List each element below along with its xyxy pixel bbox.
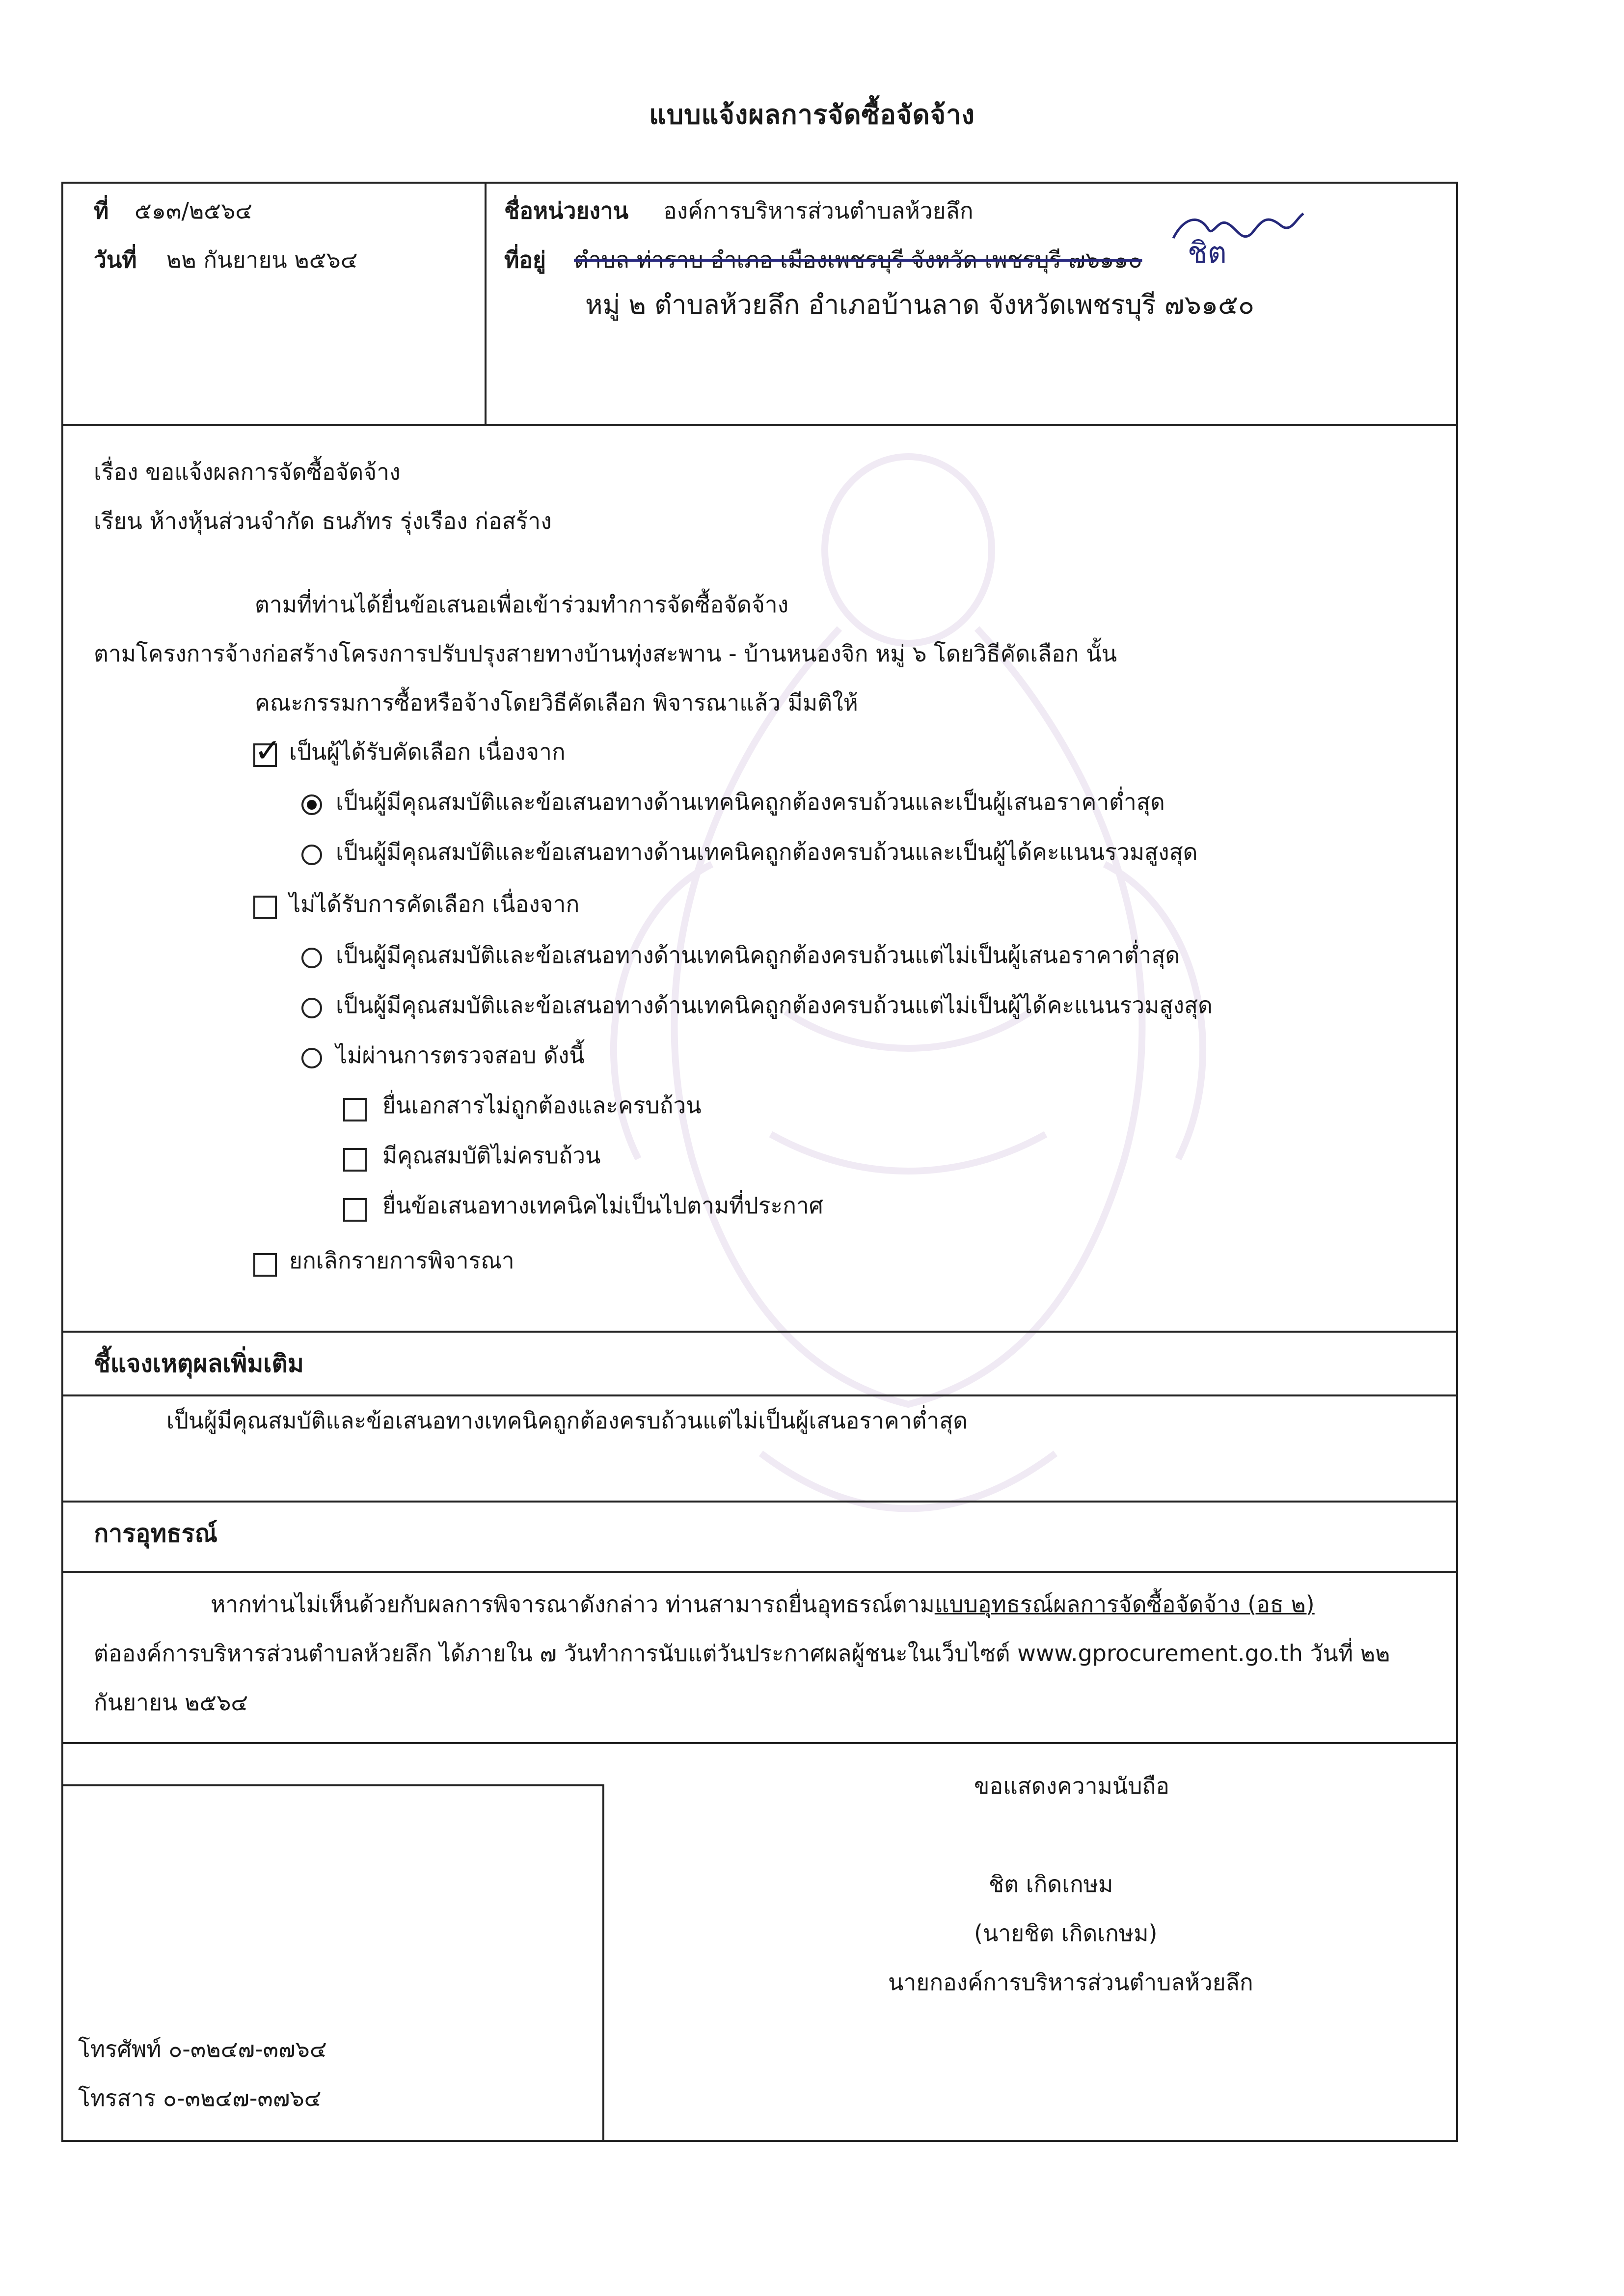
- appeal-line1: [211, 1591, 1315, 1618]
- handwritten-initial: ชิต: [1188, 236, 1227, 270]
- radio-dot-icon: [307, 800, 317, 810]
- form-frame: [61, 182, 1458, 2142]
- subject-line: เรื่อง ขอแจ้งผลการจัดซื้อจัดจ้าง: [94, 459, 401, 485]
- appeal-form-link[interactable]: แบบอุทธรณ์ผลการจัดซื้อจัดจ้าง (อธ ๒): [934, 1591, 1315, 1617]
- address-struck-out: ตำบล ท่าราบ อำเภอ เมืองเพชรบุรี จังหวัด เพชรบุรี ๗๖๑๑๐: [574, 246, 1142, 273]
- not-option1-radio[interactable]: [301, 948, 322, 968]
- doc-no-label: ที่: [94, 197, 109, 224]
- appeal-heading: การอุทธรณ์: [94, 1519, 217, 1548]
- paragraph-intro: ตามที่ท่านได้ยื่นข้อเสนอเพื่อเข้าร่วมทำการจัดซื้อจัดจ้าง: [255, 591, 789, 618]
- phone-number: โทรศัพท์ ๐-๓๒๔๗-๓๗๖๔: [78, 2036, 327, 2062]
- document-title: แบบแจ้งผลการจัดซื้อจัดจ้าง: [649, 99, 975, 130]
- header-divider-vertical: [485, 184, 487, 425]
- signatory-name-parenthesized: (นายชิต เกิดเกษม): [974, 1920, 1158, 1946]
- recipient-line: เรียน ห้างหุ้นส่วนจำกัด ธนภัทร รุ่งเรือง ก่อสร้าง: [94, 508, 552, 534]
- not-option2-label: เป็นผู้มีคุณสมบัติและข้อเสนอทางด้านเทคนิคถูกต้องครบถ้วนแต่ไม่เป็นผู้ได้คะแนนรวมสูงสุด: [336, 992, 1213, 1018]
- agency-name: องค์การบริหารส่วนตำบลห้วยลึก: [663, 197, 974, 224]
- doc-no: ๕๑๓/๒๕๖๔: [135, 197, 253, 224]
- address-corrected: หมู่ ๒ ตำบลห้วยลึก อำเภอบ้านลาด จังหวัดเพชรบุรี ๗๖๑๕๐: [585, 289, 1254, 320]
- reason-top-rule: [63, 1331, 1456, 1333]
- reason-text: เป็นผู้มีคุณสมบัติและข้อเสนอทางเทคนิคถูกต้องครบถ้วนแต่ไม่เป็นผู้เสนอราคาต่ำสุด: [166, 1407, 968, 1434]
- not-selected-label: ไม่ได้รับการคัดเลือก เนื่องจาก: [289, 891, 580, 917]
- agency-label: ชื่อหน่วยงาน: [504, 197, 629, 224]
- selected-option1-radio[interactable]: [301, 794, 322, 815]
- date-label: วันที่: [94, 246, 137, 273]
- sub2-checkbox[interactable]: [343, 1148, 367, 1172]
- sub1-label: ยื่นเอกสารไม่ถูกต้องและครบถ้วน: [382, 1092, 702, 1119]
- signature-top-rule: [63, 1742, 1456, 1744]
- not-option3-radio[interactable]: [301, 1048, 322, 1068]
- selected-checkbox[interactable]: [253, 732, 282, 769]
- appeal-top-rule: [63, 1501, 1456, 1503]
- address-label: ที่อยู่: [504, 246, 546, 273]
- not-selected-checkbox[interactable]: [253, 896, 277, 919]
- cancel-label: ยกเลิกรายการพิจารณา: [289, 1247, 514, 1274]
- selected-option1-label: เป็นผู้มีคุณสมบัติและข้อเสนอทางด้านเทคนิคถูกต้องครบถ้วนและเป็นผู้เสนอราคาต่ำสุด: [336, 789, 1165, 815]
- sub1-checkbox[interactable]: [343, 1098, 367, 1121]
- not-option1-label: เป็นผู้มีคุณสมบัติและข้อเสนอทางด้านเทคนิคถูกต้องครบถ้วนแต่ไม่เป็นผู้เสนอราคาต่ำสุด: [336, 942, 1180, 968]
- header-bottom-rule: [63, 424, 1456, 426]
- appeal-heading-rule: [63, 1571, 1456, 1573]
- fax-number: โทรสาร ๐-๓๒๔๗-๓๗๖๔: [78, 2085, 322, 2111]
- check-icon: ✓: [254, 732, 282, 769]
- date-value: ๒๒ กันยายน ๒๕๖๔: [166, 246, 358, 273]
- signatory-name: ชิต เกิดเกษม: [989, 1871, 1113, 1897]
- paragraph-project: ตามโครงการจ้างก่อสร้างโครงการปรับปรุงสายทางบ้านทุ่งสะพาน - บ้านหนองจิก หมู่ ๖ โดยวิธีคัดเลือก นั้น: [94, 640, 1117, 667]
- appeal-line2: ต่อองค์การบริหารส่วนตำบลห้วยลึก ได้ภายใน ๗ วันทำการนับแต่วันประกาศผลผู้ชนะในเว็บไซต์ www.gprocurement.go.th วันที่ ๒๒: [94, 1640, 1390, 1667]
- paragraph-committee: คณะกรรมการซื้อหรือจ้างโดยวิธีคัดเลือก พิจารณาแล้ว มีมติให้: [255, 689, 858, 716]
- appeal-line1-text: หากท่านไม่เห็นด้วยกับผลการพิจารณาดังกล่าว ท่านสามารถยื่นอุทธรณ์ตาม: [211, 1591, 935, 1617]
- cancel-checkbox[interactable]: [253, 1253, 277, 1277]
- sub3-label: ยื่นข้อเสนอทางเทคนิคไม่เป็นไปตามที่ประกาศ: [382, 1192, 823, 1219]
- appeal-line3: กันยายน ๒๕๖๔: [94, 1689, 248, 1716]
- signatory-position: นายกองค์การบริหารส่วนตำบลห้วยลึก: [888, 1969, 1253, 1995]
- reason-heading-rule: [63, 1394, 1456, 1396]
- not-option2-radio[interactable]: [301, 998, 322, 1018]
- closing-text: ขอแสดงความนับถือ: [974, 1773, 1170, 1799]
- selected-option2-radio[interactable]: [301, 845, 322, 865]
- not-option3-label: ไม่ผ่านการตรวจสอบ ดังนี้: [336, 1042, 585, 1068]
- selected-option2-label: เป็นผู้มีคุณสมบัติและข้อเสนอทางด้านเทคนิคถูกต้องครบถ้วนและเป็นผู้ได้คะแนนรวมสูงสุด: [336, 839, 1198, 865]
- sub3-checkbox[interactable]: [343, 1198, 367, 1222]
- handwritten-mark-icon: [1168, 199, 1306, 258]
- selected-label: เป็นผู้ได้รับคัดเลือก เนื่องจาก: [289, 738, 566, 765]
- reason-heading: ชี้แจงเหตุผลเพิ่มเติม: [94, 1349, 304, 1378]
- sub2-label: มีคุณสมบัติไม่ครบถ้วน: [382, 1142, 601, 1169]
